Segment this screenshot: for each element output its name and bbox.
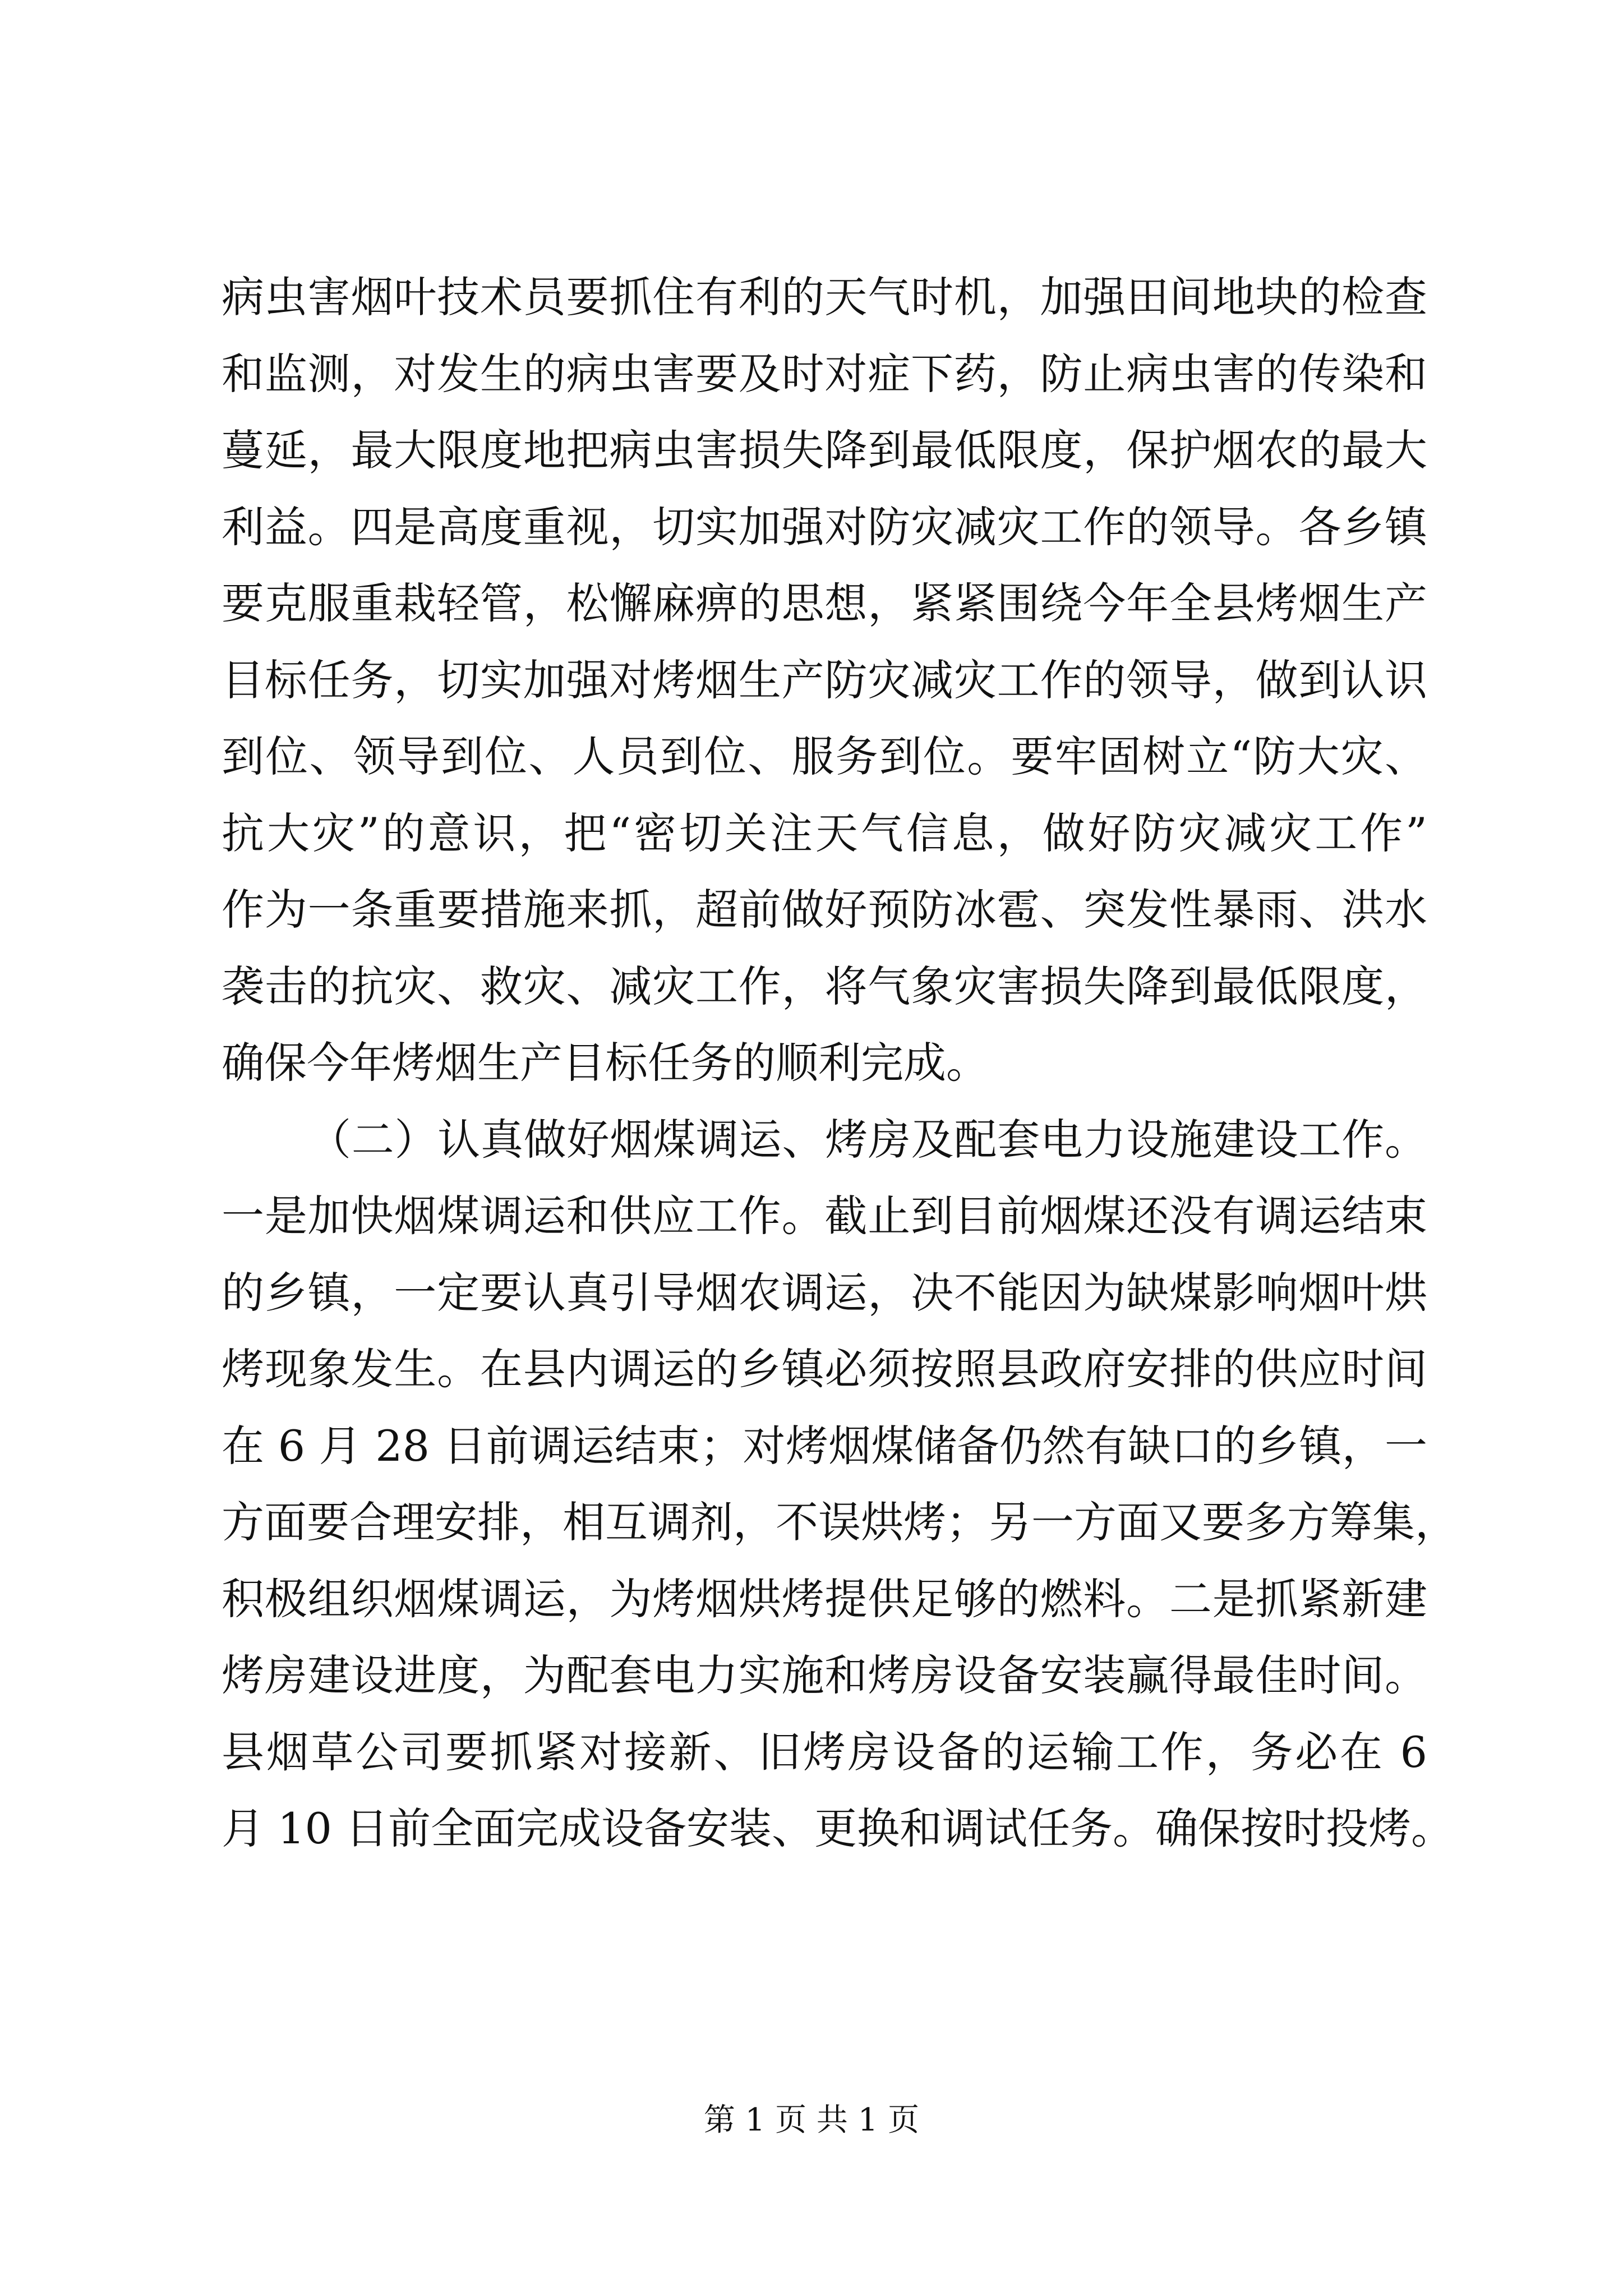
text-line: 烤现象发生。在县内调运的乡镇必须按照县政府安排的供应时间 (222, 1344, 1427, 1394)
text-line: 要克服重栽轻管，松懈麻痹的思想，紧紧围绕今年全县烤烟生产 (222, 578, 1427, 628)
section-heading-line: （二）认真做好烟煤调运、烤房及配套电力设施建设工作。 (308, 1114, 1427, 1165)
text-line: 县烟草公司要抓紧对接新、旧烤房设备的运输工作，务必在 6 (222, 1727, 1427, 1777)
text-line: 积极组织烟煤调运，为烤烟烘烤提供足够的燃料。二是抓紧新建 (222, 1573, 1427, 1624)
text-line: 在 6 月 28 日前调运结束；对烤烟煤储备仍然有缺口的乡镇，一 (222, 1420, 1427, 1471)
text-line: 方面要合理安排，相互调剂，不误烘烤；另一方面又要多方筹集， (222, 1497, 1458, 1547)
page-footer: 第 1 页 共 1 页 (703, 2102, 920, 2138)
text-line: 病虫害烟叶技术员要抓住有利的天气时机，加强田间地块的检查 (222, 272, 1427, 322)
text-line: 月 10 日前全面完成设备安装、更换和调试任务。确保按时投烤。 (222, 1803, 1454, 1853)
text-line: 一是加快烟煤调运和供应工作。截止到目前烟煤还没有调运结束 (222, 1191, 1427, 1241)
text-line: 和监测，对发生的病虫害要及时对症下药，防止病虫害的传染和 (222, 348, 1427, 399)
text-line: 抗大灾”的意识，把“密切关注天气信息，做好防灾减灾工作” (222, 808, 1427, 858)
text-line: 烤房建设进度，为配套电力实施和烤房设备安装赢得最佳时间。 (222, 1650, 1427, 1700)
document-body (222, 259, 1458, 1867)
text-line: 蔓延，最大限度地把病虫害损失降到最低限度，保护烟农的最大 (222, 425, 1427, 475)
text-line: 利益。四是高度重视，切实加强对防灾减灾工作的领导。各乡镇 (222, 501, 1427, 552)
text-line: 的乡镇，一定要认真引导烟农调运，决不能因为缺煤影响烟叶烘 (222, 1267, 1427, 1318)
text-line: 到位、领导到位、人员到位、服务到位。要牢固树立“防大灾、 (222, 731, 1427, 781)
text-line: 确保今年烤烟生产目标任务的顺利完成。 (222, 1038, 989, 1088)
text-line: 作为一条重要措施来抓，超前做好预防冰雹、突发性暴雨、洪水 (222, 885, 1427, 935)
text-line: 目标任务，切实加强对烤烟生产防灾减灾工作的领导，做到认识 (222, 655, 1427, 705)
text-line: 袭击的抗灾、救灾、减灾工作，将气象灾害损失降到最低限度， (222, 961, 1427, 1011)
